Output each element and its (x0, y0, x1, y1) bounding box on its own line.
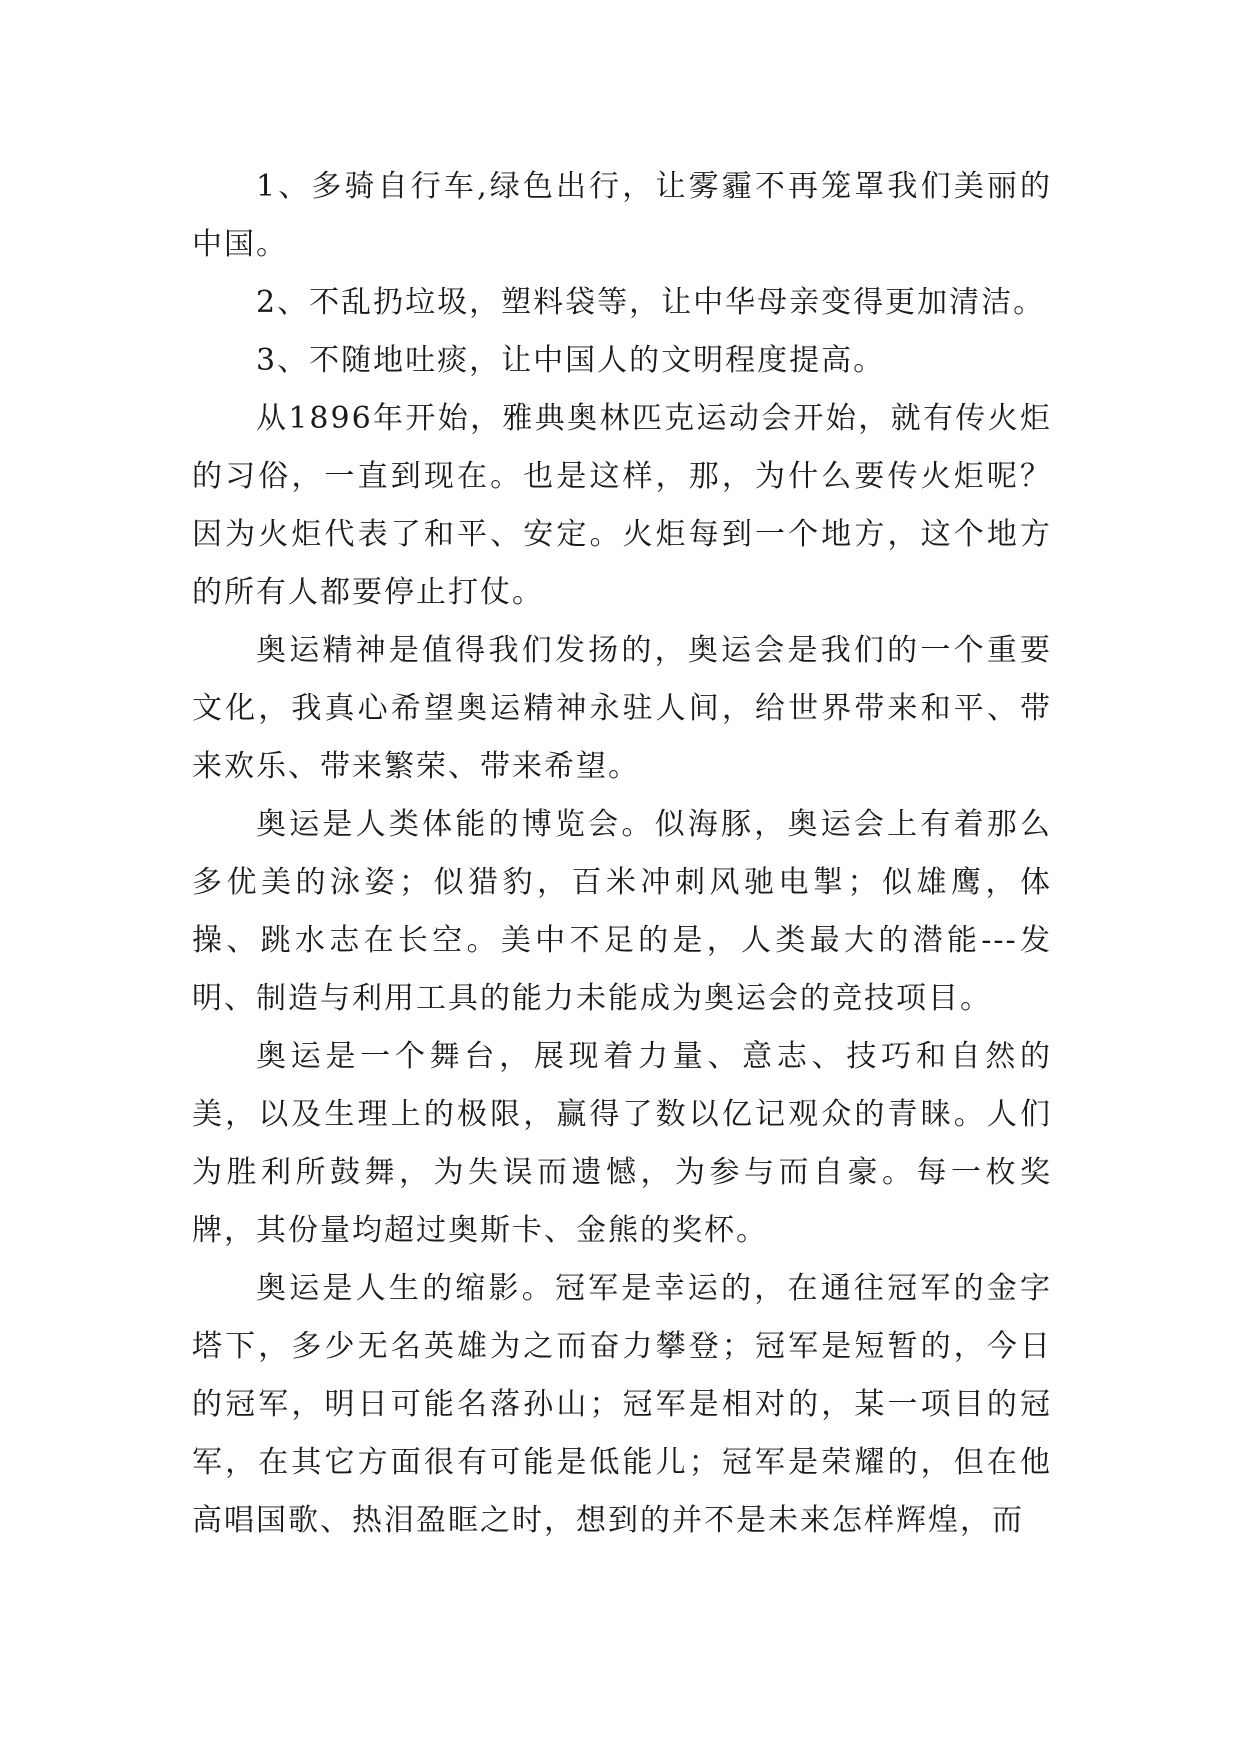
paragraph-3: 3、不随地吐痰，让中国人的文明程度提高。 (256, 343, 886, 378)
document-body (192, 158, 1052, 1550)
paragraph-5: 奥运精神是值得我们发扬的，奥运会是我们的一个重要文化，我真心希望奥运精神永驻人间，给世界带来和平、带来欢乐、带来繁荣、带来希望。 (192, 633, 1052, 784)
paragraph-6: 奥运是人类体能的博览会。似海豚，奥运会上有着那么多优美的泳姿；似猎豹，百米冲刺风驰电掣；似雄鹰，体操、跳水志在长空。美中不足的是，人类最大的潜能---发明、制造与利用工具的能力未能成为奥运会的竞技项目。 (192, 807, 1052, 1016)
paragraph-7: 奥运是一个舞台，展现着力量、意志、技巧和自然的美，以及生理上的极限，赢得了数以亿记观众的青睐。人们为胜利所鼓舞，为失误而遗憾，为参与而自豪。每一枚奖牌，其份量均超过奥斯卡、金熊的奖杯。 (192, 1039, 1052, 1248)
paragraph-2: 2、不乱扔垃圾，塑料袋等，让中华母亲变得更加清洁。 (256, 285, 1046, 320)
paragraph-4: 从1896年开始，雅典奥林匹克运动会开始，就有传火炬的习俗，一直到现在。也是这样，那，为什么要传火炬呢？因为火炬代表了和平、安定。火炬每到一个地方，这个地方的所有人都要停止打仗。 (192, 401, 1052, 610)
paragraph-1: 1、多骑自行车,绿色出行，让雾霾不再笼罩我们美丽的中国。 (192, 169, 1052, 262)
paragraph-8: 奥运是人生的缩影。冠军是幸运的，在通往冠军的金字塔下，多少无名英雄为之而奋力攀登；冠军是短暂的，今日的冠军，明日可能名落孙山；冠军是相对的，某一项目的冠军，在其它方面很有可能是低能儿；冠军是荣耀的，但在他高唱国歌、热泪盈眶之时，想到的并不是未来怎样辉煌，而 (192, 1271, 1052, 1538)
